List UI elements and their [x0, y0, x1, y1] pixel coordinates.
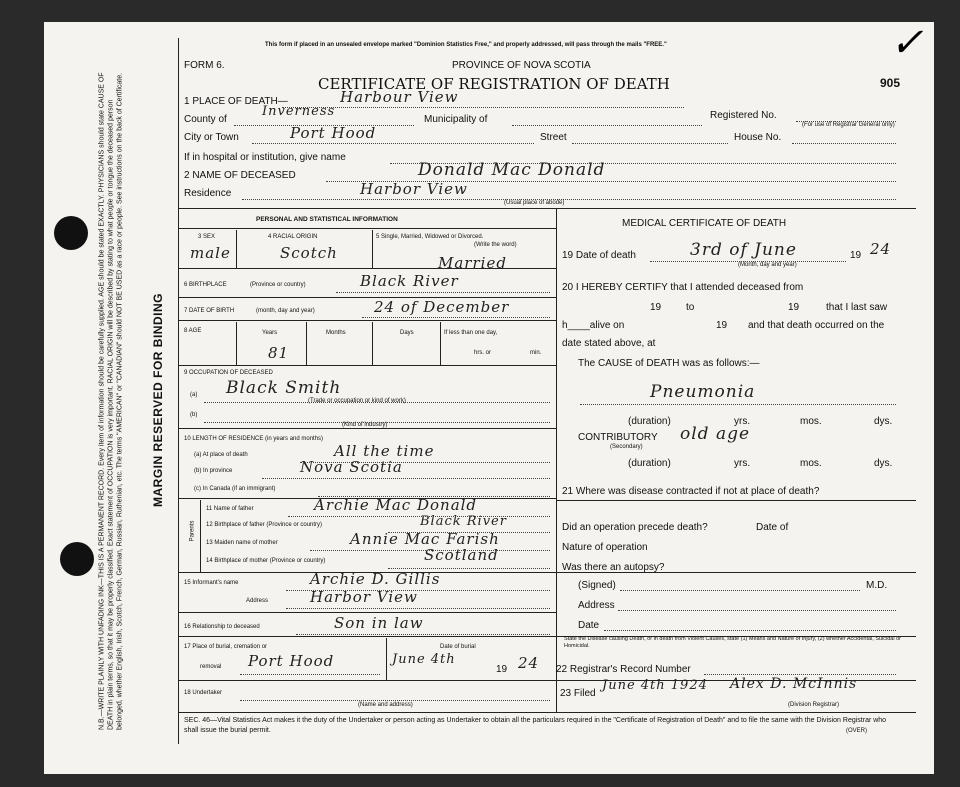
secondary-note: (Secondary): [610, 444, 643, 450]
label-sex: 3 SEX: [198, 234, 216, 240]
binding-margin: [46, 60, 176, 740]
label-marital: 5 Single, Married, Widowed or Divorced.: [376, 234, 484, 240]
fill-line-cause: [580, 404, 896, 405]
label-residence: Residence: [184, 188, 232, 199]
label-year-prefix-death: 19: [850, 250, 862, 261]
rule-row-8: [178, 365, 556, 366]
trade-note: (Trade or occupation or kind of work): [308, 398, 406, 404]
label-mos-secondary: mos.: [800, 458, 822, 469]
fill-line-res-c: [318, 496, 550, 497]
value-city: Port Hood: [290, 124, 377, 142]
value-res-place: All the time: [334, 442, 435, 460]
label-res-c: (c) In Canada (if an immigrant): [194, 486, 276, 492]
fill-line-birthplace: [336, 292, 550, 293]
label-mother-name: 13 Maiden name of mother: [206, 540, 278, 546]
fill-line-street: [572, 143, 728, 144]
rule-sex-col: [236, 230, 237, 268]
label-date-of-death: 19 Date of death: [562, 250, 636, 261]
label-parents: Parents: [189, 520, 196, 542]
label-res-a: (a) At place of death: [194, 452, 248, 458]
rule-race-col: [372, 230, 373, 268]
name-address-note: (Name and address): [358, 702, 413, 708]
label-days: Days: [400, 330, 414, 336]
value-contributory: old age: [680, 424, 751, 444]
label-date-stated: date stated above, at: [562, 338, 656, 349]
rule-row-9: [178, 428, 556, 429]
label-mother-birthplace: 14 Birthplace of mother (Province or country): [206, 558, 326, 564]
label-dob: 7 DATE OF BIRTH: [184, 308, 235, 314]
label-undertaker: 18 Undertaker: [184, 690, 223, 696]
fill-line-res-a: [300, 462, 550, 463]
over-note: (OVER): [846, 728, 867, 734]
value-racial-origin: Scotch: [280, 244, 338, 262]
label-hospital: If in hospital or institution, give name: [184, 152, 346, 163]
rule-age-col2: [306, 322, 307, 365]
fill-line-signed: [620, 590, 860, 591]
division-registrar-note: (Division Registrar): [788, 702, 840, 708]
label-relationship: 16 Relationship to deceased: [184, 624, 260, 630]
rule-row-18: [178, 712, 916, 713]
label-physician-address: Address: [578, 600, 615, 611]
fill-line-county: [234, 125, 414, 126]
label-filed: 23 Filed: [560, 688, 596, 699]
label-year-to: 19: [788, 302, 800, 313]
label-death-occurred: and that death occurred on the: [748, 320, 885, 331]
label-age: 8 AGE: [184, 328, 202, 334]
value-occupation: Black Smith: [226, 378, 342, 398]
fill-line-mother-bp: [388, 568, 550, 569]
label-place-of-death: 1 PLACE OF DEATH—: [184, 96, 288, 107]
value-age-years: 81: [268, 344, 290, 362]
label-father-name: 11 Name of father: [206, 506, 254, 512]
label-contracted: 21 Where was disease contracted if not at place of death?: [562, 486, 820, 497]
fill-line-father-bp: [388, 532, 550, 533]
margin-instructions: N.B.—WRITE PLAINLY WITH UNFADING INK—THIS IS A PERMANENT RECORD. Every item of information should be carefully supplied. AGE should be stated EXACTLY. PHYSICIANS should state CAUSE OF DEATH in plain terms, so that it may be properly classified. Exact statement of OCCUPATION is very important. RACIAL ORIGIN will be described by stating to what people or tongue the deceased person belonged, whether English, Irish, Scotch, French, German, Russian, Ruthenian, etc. The terms "AMERICAN" or "CANADIAN" should NOT BE USED as a race or people. See instructions on the back of Certificate.: [98, 72, 124, 730]
label-duration-primary: (duration): [628, 416, 671, 427]
label-nature-operation: Nature of operation: [562, 542, 648, 553]
rule-burial-date-col: [386, 638, 387, 680]
fill-line-residence: [242, 199, 896, 200]
value-informant-address: Harbor View: [310, 588, 418, 606]
value-registrar-signature: Alex D. McInnis: [730, 676, 858, 692]
birthplace-note: (Province or country): [250, 282, 306, 288]
label-house-no: House No.: [734, 132, 782, 143]
label-year-from: 19: [650, 302, 662, 313]
rule-row-14: [178, 572, 916, 573]
label-yrs-primary: yrs.: [734, 416, 751, 427]
fill-line-occupation-b: [204, 422, 550, 423]
label-md: M.D.: [866, 580, 888, 591]
marital-note: (Write the word): [474, 242, 517, 248]
label-name-deceased: 2 NAME OF DECEASED: [184, 170, 296, 181]
label-length-residence: 10 LENGTH OF RESIDENCE (in years and months): [184, 436, 324, 442]
label-to: to: [686, 302, 695, 313]
fill-line-physician-date: [604, 630, 896, 631]
label-certify: 20 I HEREBY CERTIFY that I attended deceased from: [562, 282, 804, 293]
label-alive-on: h____alive on: [562, 320, 625, 331]
binding-label: MARGIN RESERVED FOR BINDING: [151, 293, 165, 507]
label-contributory: CONTRIBUTORY: [578, 432, 658, 443]
page-title: CERTIFICATE OF REGISTRATION OF DEATH: [318, 75, 670, 93]
label-street: Street: [540, 132, 567, 143]
kind-industry-note: (Kind of industry): [342, 422, 388, 428]
rule-parents-col: [200, 500, 201, 572]
value-filed-date: June 4th 1924: [602, 678, 708, 693]
label-operation: Did an operation precede death?: [562, 522, 708, 533]
personal-info-header: PERSONAL AND STATISTICAL INFORMATION: [256, 216, 398, 223]
rule-medical-21: [556, 500, 916, 501]
value-relationship: Son in law: [334, 614, 424, 632]
value-mother-birthplace: Scotland: [424, 546, 499, 564]
rule-age-col4: [440, 322, 441, 365]
personal-header-rule: [178, 228, 556, 229]
label-municipality: Municipality of: [424, 114, 488, 125]
fill-line-father: [288, 516, 550, 517]
label-county: County of: [184, 114, 227, 125]
fill-line-informant-address: [286, 608, 550, 609]
label-burial-place: 17 Place of burial, cremation or: [184, 644, 268, 650]
value-date-of-death: 3rd of June: [690, 240, 797, 260]
value-name-deceased: Donald Mac Donald: [418, 160, 606, 180]
value-father-name: Archie Mac Donald: [314, 496, 478, 514]
label-year-alive: 19: [716, 320, 728, 331]
label-yrs-secondary: yrs.: [734, 458, 751, 469]
fill-line-physician-address: [618, 610, 896, 611]
value-burial-date: June 4th: [392, 652, 456, 667]
label-city: City or Town: [184, 132, 239, 143]
label-father-birthplace: 12 Birthplace of father (Province or country): [206, 522, 323, 528]
label-years: Years: [262, 330, 278, 336]
footer-notice: SEC. 46—Vital Statistics Act makes it the duty of the Undertaker or person acting as Undertaker to obtain all the particulars required in the "Certificate of Registration of Death" and to file the same with the Division Registrar who shall issue the burial permit.: [184, 717, 887, 734]
fill-line-dob: [362, 317, 550, 318]
label-dys-secondary: dys.: [874, 458, 893, 469]
fill-line-mother: [310, 550, 550, 551]
fill-line-relationship: [296, 634, 550, 635]
less-than-day-note: If less than one day,: [444, 330, 498, 336]
value-informant: Archie D. Gillis: [310, 570, 441, 588]
value-county: Inverness: [262, 104, 336, 119]
fill-line-registered: [796, 121, 896, 122]
label-year-burial: 19: [496, 664, 508, 675]
value-residence: Harbor View: [360, 180, 468, 198]
medical-cert-header: MEDICAL CERTIFICATE OF DEATH: [622, 218, 787, 229]
label-birthplace: 6 BIRTHPLACE: [184, 282, 227, 288]
label-date-of-operation: Date of: [756, 522, 789, 533]
certificate-number: 905: [880, 76, 901, 90]
form-left-border: [178, 38, 179, 744]
label-registered-no: Registered No.: [710, 110, 777, 121]
fill-line-municipality: [512, 125, 702, 126]
fill-line-city: [252, 143, 534, 144]
label-dys-primary: dys.: [874, 416, 893, 427]
section-divider-top: [178, 208, 916, 209]
usual-abode-note: (Usual place of abode): [504, 200, 565, 206]
violent-causes-note: State the Disease causing Death, or in death from Violent Causes, state (1) Means and Nature of Injury, (2) whether Accidental, Suicidal or Homicidal.: [564, 636, 902, 649]
value-year-death: 24: [870, 240, 892, 258]
province-title: PROVINCE OF NOVA SCOTIA: [452, 60, 591, 71]
dob-note: (month, day and year): [256, 308, 315, 314]
label-racial-origin: 4 RACIAL ORIGIN: [268, 234, 318, 240]
value-place-of-death: Harbour View: [340, 88, 459, 106]
fill-line-name: [326, 181, 896, 182]
label-removal: removal: [200, 664, 222, 670]
label-date-burial: Date of burial: [440, 644, 476, 650]
fill-line-res-b: [262, 478, 550, 479]
min-label: min.: [530, 350, 542, 356]
value-sex: male: [190, 244, 231, 262]
hrs-or-label: hrs. or: [474, 350, 492, 356]
value-cause-of-death: Pneumonia: [650, 382, 756, 402]
form-number: FORM 6.: [184, 60, 225, 71]
fill-line-date-death: [650, 261, 846, 262]
month-day-year-note: (Month, day and year): [738, 262, 797, 268]
label-cause: The CAUSE of DEATH was as follows:—: [578, 358, 760, 369]
label-record-number: 22 Registrar's Record Number: [556, 664, 691, 675]
value-dob: 24 of December: [374, 298, 510, 316]
label-physician-date: Date: [578, 620, 600, 631]
label-informant: 15 Informant's name: [184, 580, 239, 586]
registered-note: (For use of Registrar General only): [802, 122, 895, 128]
fill-line-hospital: [390, 163, 896, 164]
rule-age-col3: [372, 322, 373, 365]
fill-line-record: [704, 674, 896, 675]
label-res-b: (b) In province: [194, 468, 233, 474]
value-burial-place: Port Hood: [248, 652, 335, 670]
label-signed: (Signed): [578, 580, 616, 591]
label-occupation: 9 OCCUPATION OF DECEASED: [184, 370, 273, 376]
fill-line-occupation-a: [204, 402, 550, 403]
label-occupation-a: (a): [190, 392, 198, 398]
label-duration-secondary: (duration): [628, 458, 671, 469]
rule-row-7: [178, 320, 556, 321]
fill-line-place: [282, 107, 684, 108]
value-mother-name: Annie Mac Farish: [350, 530, 500, 548]
checkmark-icon: ✓: [890, 20, 924, 66]
fill-line-house: [792, 143, 896, 144]
value-res-province: Nova Scotia: [300, 458, 403, 476]
label-autopsy: Was there an autopsy?: [562, 562, 665, 573]
value-birthplace: Black River: [360, 272, 459, 290]
mail-notice: This form if placed in an unsealed envelope marked "Dominion Statistics Free," and properly addressed, will pass through the mails "FREE.": [265, 42, 667, 48]
label-occupation-b: (b): [190, 412, 198, 418]
fill-line-burial: [240, 674, 380, 675]
label-last-saw: that I last saw: [826, 302, 888, 313]
value-marital: Married: [438, 254, 507, 272]
rule-age-col1: [236, 322, 237, 365]
value-father-birthplace: Black River: [420, 514, 507, 529]
value-year-burial: 24: [518, 654, 540, 672]
label-months: Months: [326, 330, 346, 336]
fill-line-informant: [286, 590, 550, 591]
label-mos-primary: mos.: [800, 416, 822, 427]
label-informant-address: Address: [246, 598, 269, 604]
rule-row-15: [178, 612, 556, 613]
fill-line-undertaker: [240, 700, 550, 701]
